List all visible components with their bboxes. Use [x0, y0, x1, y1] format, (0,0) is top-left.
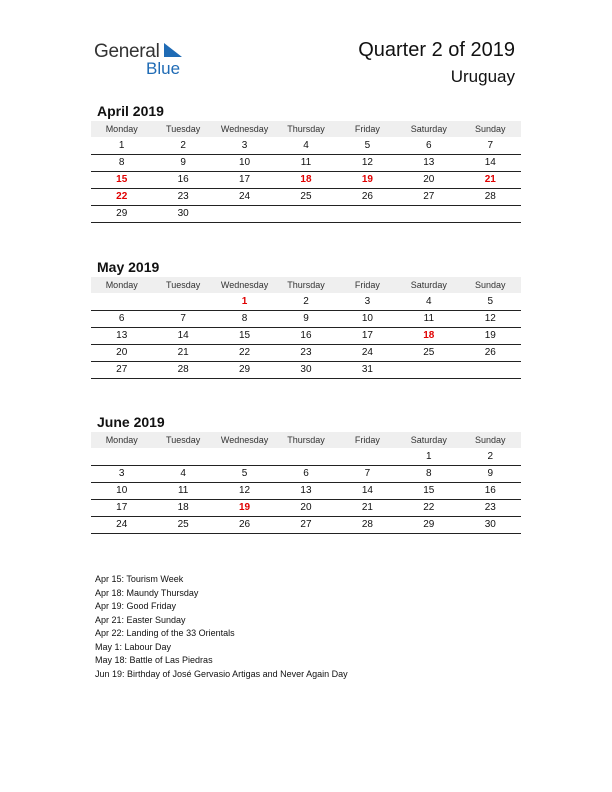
- day-cell: 5: [337, 137, 398, 154]
- day-cell: 20: [398, 171, 459, 188]
- day-cell: 1: [214, 293, 275, 310]
- day-cell: 8: [214, 310, 275, 327]
- empty-day-cell: [275, 205, 336, 222]
- day-cell: 27: [91, 361, 152, 378]
- day-cell: 11: [398, 310, 459, 327]
- empty-day-cell: [398, 361, 459, 378]
- month-title: April 2019: [97, 103, 164, 119]
- day-cell: 25: [152, 516, 213, 533]
- weekday-header: Saturday: [398, 432, 459, 448]
- week-row: [91, 448, 521, 465]
- empty-day-cell: [337, 205, 398, 222]
- day-cell: 24: [337, 344, 398, 361]
- day-cell: 9: [275, 310, 336, 327]
- weekday-header: Tuesday: [152, 121, 213, 137]
- week-row: [91, 293, 521, 310]
- day-cell: 9: [152, 154, 213, 171]
- empty-day-cell: [152, 448, 213, 465]
- day-cell: 4: [152, 465, 213, 482]
- day-cell: 19: [337, 171, 398, 188]
- weekday-header-row: [91, 121, 521, 137]
- day-cell: 23: [460, 499, 521, 516]
- day-cell: 29: [214, 361, 275, 378]
- weekday-header: Friday: [337, 277, 398, 293]
- country-name: Uruguay: [450, 67, 515, 86]
- day-cell: 6: [91, 310, 152, 327]
- day-cell: 18: [152, 499, 213, 516]
- holiday-note: Jun 19: Birthday of José Gervasio Artigas and Never Again Day: [95, 668, 348, 679]
- week-row: [91, 482, 521, 499]
- weekday-header: Thursday: [275, 277, 336, 293]
- day-cell: 28: [460, 188, 521, 205]
- day-cell: 25: [275, 188, 336, 205]
- month-calendar: [91, 432, 521, 534]
- day-cell: 5: [214, 465, 275, 482]
- day-cell: 30: [275, 361, 336, 378]
- day-cell: 12: [337, 154, 398, 171]
- day-cell: 18: [275, 171, 336, 188]
- day-cell: 7: [152, 310, 213, 327]
- weekday-header: Saturday: [398, 121, 459, 137]
- day-cell: 20: [275, 499, 336, 516]
- day-cell: 6: [275, 465, 336, 482]
- holiday-note: Apr 22: Landing of the 33 Orientals: [95, 628, 235, 638]
- day-cell: 30: [460, 516, 521, 533]
- week-row: [91, 154, 521, 171]
- day-cell: 10: [214, 154, 275, 171]
- week-row: [91, 327, 521, 344]
- month-calendar: [91, 277, 521, 379]
- weekday-header: Monday: [91, 121, 152, 137]
- week-row: [91, 310, 521, 327]
- day-cell: 21: [152, 344, 213, 361]
- empty-day-cell: [460, 361, 521, 378]
- day-cell: 13: [275, 482, 336, 499]
- day-cell: 12: [460, 310, 521, 327]
- day-cell: 21: [460, 171, 521, 188]
- holiday-note: May 18: Battle of Las Piedras: [95, 655, 213, 665]
- weekday-header-row: [91, 432, 521, 448]
- month-title: June 2019: [97, 414, 165, 430]
- day-cell: 1: [91, 137, 152, 154]
- logo-general-text: General: [94, 41, 160, 62]
- day-cell: 22: [91, 188, 152, 205]
- day-cell: 29: [91, 205, 152, 222]
- day-cell: 10: [91, 482, 152, 499]
- weekday-header: Sunday: [460, 277, 521, 293]
- weekday-header: Monday: [91, 432, 152, 448]
- weekday-header: Tuesday: [152, 432, 213, 448]
- weekday-header: Thursday: [275, 432, 336, 448]
- day-cell: 16: [460, 482, 521, 499]
- day-cell: 3: [91, 465, 152, 482]
- day-cell: 10: [337, 310, 398, 327]
- day-cell: 2: [152, 137, 213, 154]
- week-row: [91, 344, 521, 361]
- day-cell: 15: [91, 171, 152, 188]
- day-cell: 17: [91, 499, 152, 516]
- day-cell: 25: [398, 344, 459, 361]
- day-cell: 22: [398, 499, 459, 516]
- day-cell: 1: [398, 448, 459, 465]
- day-cell: 9: [460, 465, 521, 482]
- day-cell: 11: [152, 482, 213, 499]
- day-cell: 22: [214, 344, 275, 361]
- day-cell: 29: [398, 516, 459, 533]
- weekday-header: Sunday: [460, 432, 521, 448]
- generalblue-logo: [94, 40, 194, 80]
- empty-day-cell: [337, 448, 398, 465]
- day-cell: 14: [337, 482, 398, 499]
- logo-blue-text: Blue: [146, 59, 181, 78]
- holiday-note: May 1: Labour Day: [95, 641, 172, 652]
- day-cell: 5: [460, 293, 521, 310]
- empty-day-cell: [214, 205, 275, 222]
- empty-day-cell: [91, 448, 152, 465]
- day-cell: 17: [337, 327, 398, 344]
- month-june: [91, 414, 521, 534]
- day-cell: 3: [337, 293, 398, 310]
- weekday-header-row: [91, 277, 521, 293]
- day-cell: 30: [152, 205, 213, 222]
- day-cell: 6: [398, 137, 459, 154]
- day-cell: 26: [460, 344, 521, 361]
- day-cell: 3: [214, 137, 275, 154]
- day-cell: 23: [152, 188, 213, 205]
- weekday-header: Thursday: [275, 121, 336, 137]
- holiday-list: [95, 573, 348, 681]
- weekday-header: Saturday: [398, 277, 459, 293]
- day-cell: 24: [214, 188, 275, 205]
- day-cell: 23: [275, 344, 336, 361]
- day-cell: 21: [337, 499, 398, 516]
- empty-day-cell: [398, 205, 459, 222]
- day-cell: 4: [398, 293, 459, 310]
- week-row: [91, 137, 521, 154]
- day-cell: 8: [91, 154, 152, 171]
- page-title: Quarter 2 of 2019: [358, 39, 515, 61]
- day-cell: 28: [152, 361, 213, 378]
- month-calendar: [91, 121, 521, 223]
- weekday-header: Sunday: [460, 121, 521, 137]
- day-cell: 14: [152, 327, 213, 344]
- month-title: May 2019: [97, 259, 160, 275]
- week-row: [91, 516, 521, 533]
- day-cell: 26: [214, 516, 275, 533]
- day-cell: 19: [214, 499, 275, 516]
- day-cell: 28: [337, 516, 398, 533]
- weekday-header: Wednesday: [214, 277, 275, 293]
- day-cell: 7: [460, 137, 521, 154]
- empty-day-cell: [152, 293, 213, 310]
- month-april: [91, 103, 521, 223]
- week-row: [91, 465, 521, 482]
- day-cell: 14: [460, 154, 521, 171]
- day-cell: 4: [275, 137, 336, 154]
- day-cell: 16: [275, 327, 336, 344]
- weekday-header: Wednesday: [214, 432, 275, 448]
- month-may: [91, 259, 521, 379]
- day-cell: 17: [214, 171, 275, 188]
- day-cell: 13: [91, 327, 152, 344]
- day-cell: 19: [460, 327, 521, 344]
- day-cell: 12: [214, 482, 275, 499]
- weekday-header: Wednesday: [214, 121, 275, 137]
- empty-day-cell: [214, 448, 275, 465]
- day-cell: 2: [275, 293, 336, 310]
- day-cell: 8: [398, 465, 459, 482]
- day-cell: 18: [398, 327, 459, 344]
- day-cell: 15: [214, 327, 275, 344]
- empty-day-cell: [275, 448, 336, 465]
- holiday-note: Apr 18: Maundy Thursday: [95, 587, 199, 598]
- weekday-header: Tuesday: [152, 277, 213, 293]
- weekday-header: Friday: [337, 432, 398, 448]
- week-row: [91, 188, 521, 205]
- day-cell: 24: [91, 516, 152, 533]
- day-cell: 16: [152, 171, 213, 188]
- day-cell: 27: [275, 516, 336, 533]
- day-cell: 13: [398, 154, 459, 171]
- holiday-note: Apr 15: Tourism Week: [95, 574, 184, 584]
- holiday-note: Apr 21: Easter Sunday: [95, 614, 186, 625]
- day-cell: 26: [337, 188, 398, 205]
- day-cell: 15: [398, 482, 459, 499]
- empty-day-cell: [460, 205, 521, 222]
- weekday-header: Monday: [91, 277, 152, 293]
- logo-triangle-icon: [162, 43, 182, 60]
- day-cell: 11: [275, 154, 336, 171]
- day-cell: 31: [337, 361, 398, 378]
- week-row: [91, 171, 521, 188]
- day-cell: 27: [398, 188, 459, 205]
- week-row: [91, 499, 521, 516]
- empty-day-cell: [91, 293, 152, 310]
- week-row: [91, 205, 521, 222]
- day-cell: 20: [91, 344, 152, 361]
- week-row: [91, 361, 521, 378]
- day-cell: 7: [337, 465, 398, 482]
- holiday-note: Apr 19: Good Friday: [95, 601, 177, 611]
- weekday-header: Friday: [337, 121, 398, 137]
- day-cell: 2: [460, 448, 521, 465]
